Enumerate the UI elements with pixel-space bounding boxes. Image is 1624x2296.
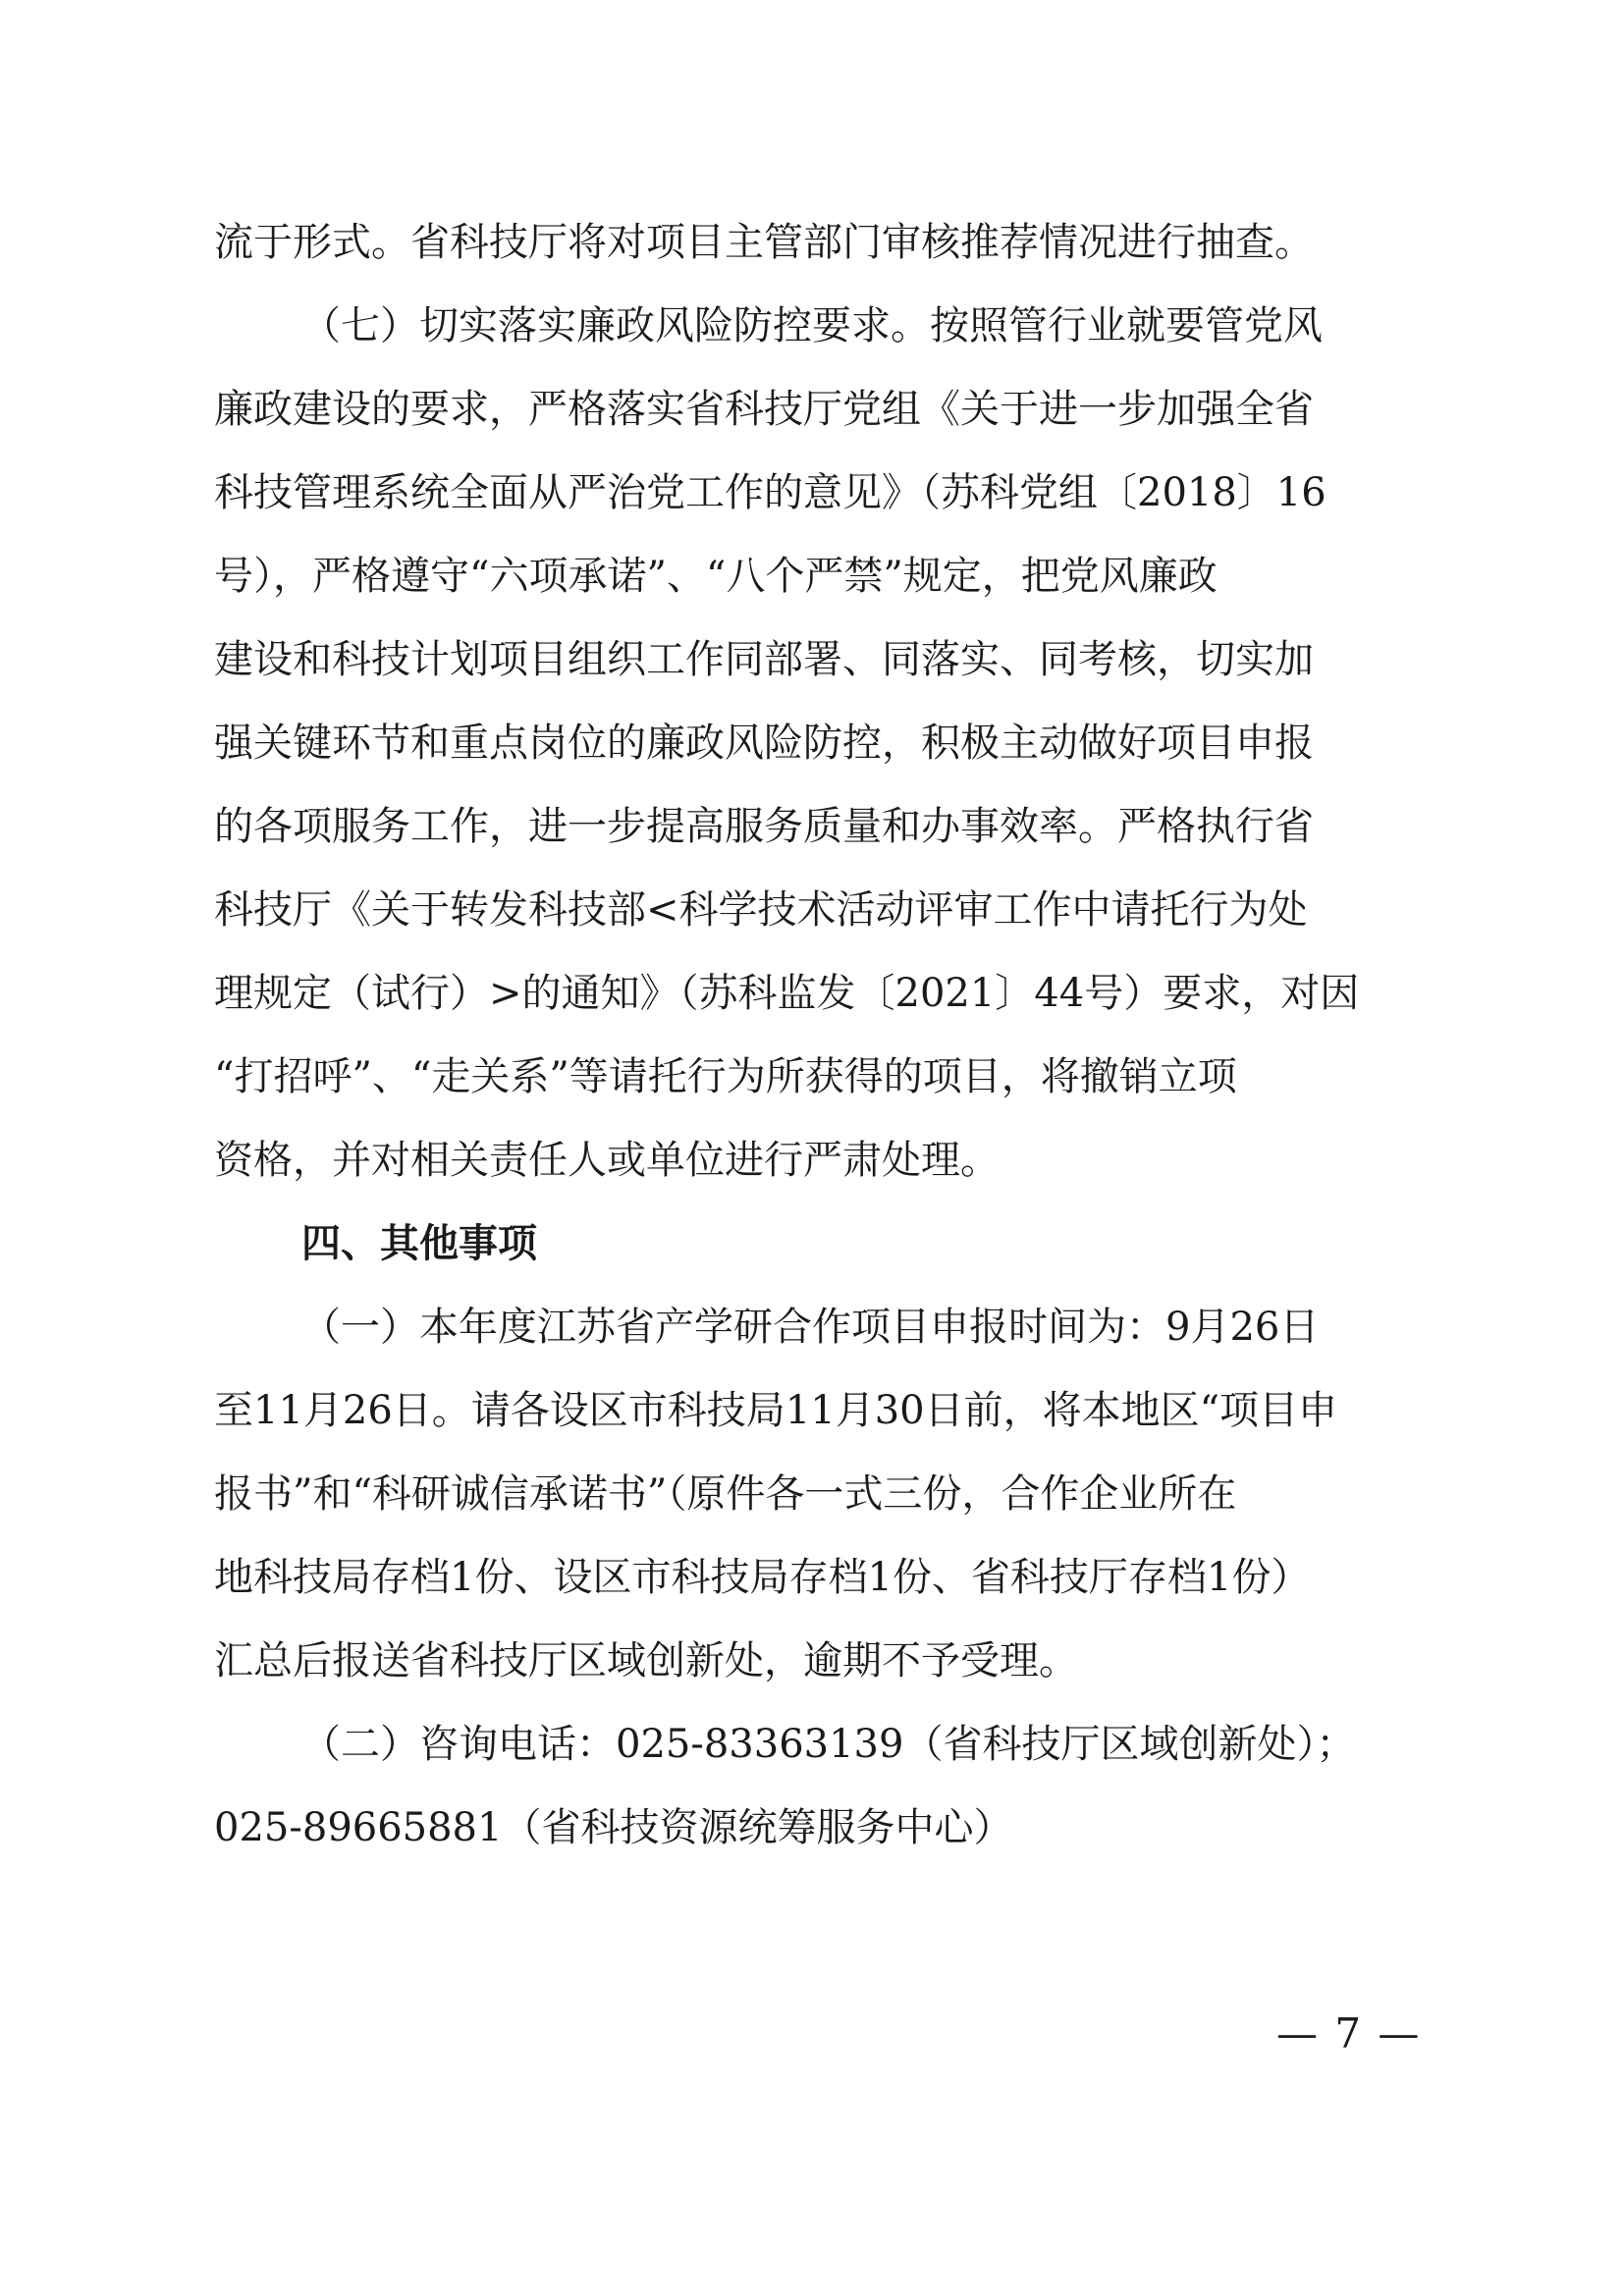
body-text-line: 号），严格遵守“六项承诺”、“八个严禁”规定，把党风廉政 xyxy=(214,554,1218,599)
page-number: — 7 — xyxy=(1276,2009,1422,2057)
body-text-line: 至11月26日。请各设区市科技局11月30日前，将本地区“项目申 xyxy=(214,1388,1338,1433)
body-text-line: 汇总后报送省科技厅区域创新处，逾期不予受理。 xyxy=(214,1638,1078,1683)
body-text-line: 的各项服务工作，进一步提高服务质量和办事效率。严格执行省 xyxy=(214,804,1314,849)
body-text-line: 建设和科技计划项目组织工作同部署、同落实、同考核，切实加 xyxy=(214,637,1314,682)
body-text-line: 流于形式。省科技厅将对项目主管部门审核推荐情况进行抽查。 xyxy=(214,220,1314,265)
body-text-line: 科技厅《关于转发科技部<科学技术活动评审工作中请托行为处 xyxy=(214,887,1308,933)
body-text-line: “打招呼”、“走关系”等请托行为所获得的项目，将撤销立项 xyxy=(214,1054,1237,1099)
body-text-line: 理规定（试行）>的通知》（苏科监发〔2021〕44号）要求，对因 xyxy=(214,971,1360,1016)
body-text-line: 廉政建设的要求，严格落实省科技厅党组《关于进一步加强全省 xyxy=(214,387,1314,432)
body-text-line: 资格，并对相关责任人或单位进行严肃处理。 xyxy=(214,1138,1000,1183)
body-text-line: 科技管理系统全面从严治党工作的意见》（苏科党组〔2018〕16 xyxy=(214,470,1326,515)
section-heading: 四、其他事项 xyxy=(301,1220,537,1266)
body-text-line: 地科技局存档1份、设区市科技局存档1份、省科技厅存档1份） xyxy=(214,1555,1311,1600)
body-text-line: （七）切实落实廉政风险防控要求。按照管行业就要管党风 xyxy=(301,303,1323,348)
body-text-line: 025-89665881（省科技资源统筹服务中心） xyxy=(214,1805,1013,1850)
body-text-line: 强关键环节和重点岗位的廉政风险防控，积极主动做好项目申报 xyxy=(214,721,1314,766)
body-text-line: 报书”和“科研诚信承诺书”（原件各一式三份，合作企业所在 xyxy=(214,1471,1237,1517)
body-text-line: （一）本年度江苏省产学研合作项目申报时间为：9月26日 xyxy=(301,1305,1320,1350)
body-text-line: （二）咨询电话：025-83363139（省科技厅区域创新处）； xyxy=(301,1722,1356,1767)
